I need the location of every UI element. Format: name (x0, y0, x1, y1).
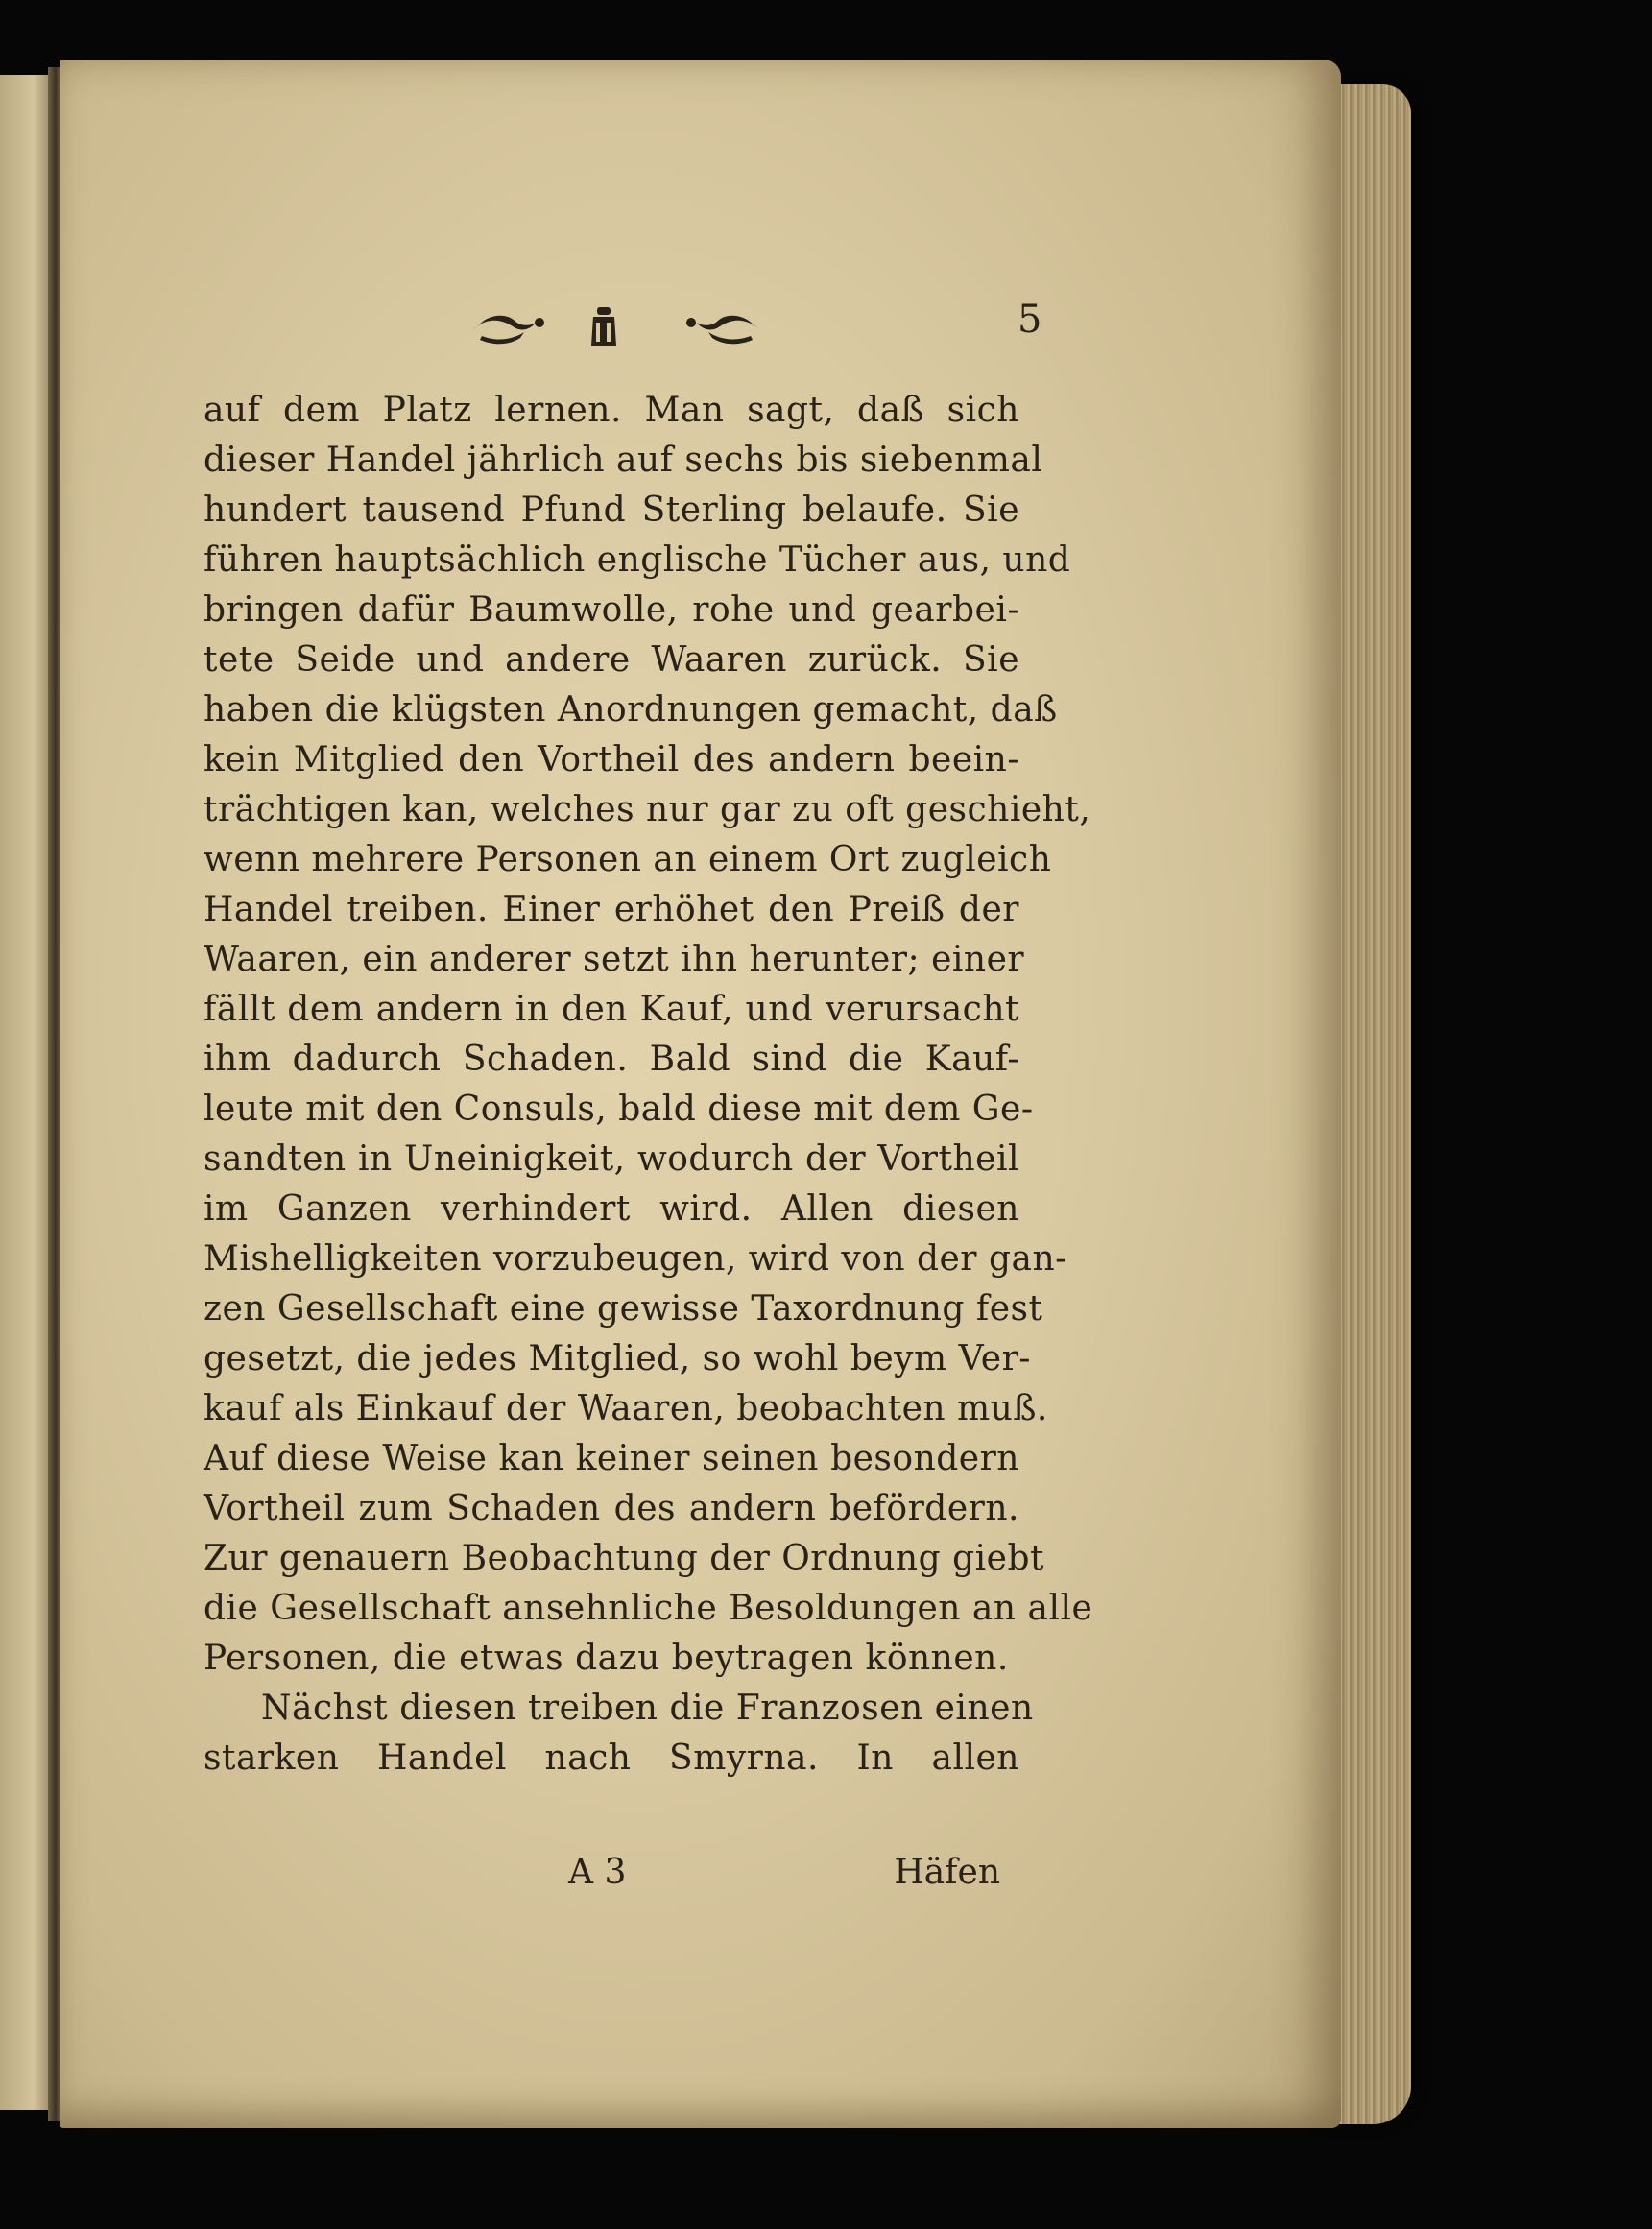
text-line: Waaren, ein anderer setzt ihn herunter; einer (204, 940, 1025, 979)
headpiece-ornament-icon (463, 298, 770, 355)
page-footer (204, 1853, 1019, 1910)
text-line: die Gesellschaft ansehnliche Besoldungen an alle (204, 1589, 1093, 1628)
text-line: Auf diese Weise kan keiner seinen besondern (204, 1439, 1019, 1478)
text-line: kein Mitglied den Vortheil des andern beein- (204, 740, 1019, 779)
text-line: starken Handel nach Smyrna. In allen (204, 1738, 1019, 1778)
book-page (60, 60, 1341, 2128)
page-number: 5 (1018, 298, 1042, 342)
text-line: ihm dadurch Schaden. Bald sind die Kauf- (204, 1040, 1019, 1079)
text-line: kauf als Einkauf der Waaren, beobachten muß. (204, 1389, 1048, 1428)
text-line: führen hauptsächlich englische Tücher aus, und (204, 540, 1071, 580)
text-line: Handel treiben. Einer erhöhet den Preiß der (204, 890, 1019, 929)
catchword: Häfen (894, 1853, 1000, 1892)
text-line: Personen, die etwas dazu beytragen können. (204, 1639, 1009, 1678)
text-line: trächtigen kan, welches nur gar zu oft geschieht, (204, 790, 1091, 829)
text-line: gesetzt, die jedes Mitglied, so wohl beym Ver- (204, 1339, 1031, 1378)
page-header (463, 298, 1042, 355)
text-line: Nächst diesen treiben die Franzosen einen (261, 1689, 1034, 1728)
signature-mark: A 3 (568, 1853, 627, 1892)
text-line: im Ganzen verhindert wird. Allen diesen (204, 1189, 1019, 1229)
text-line: haben die klügsten Anordnungen gemacht, daß (204, 690, 1058, 730)
text-line: sandten in Uneinigkeit, wodurch der Vortheil (204, 1139, 1019, 1179)
text-line: Mishelligkeiten vorzubeugen, wird von der gan- (204, 1239, 1067, 1279)
text-line: Zur genauern Beobachtung der Ordnung giebt (204, 1539, 1044, 1578)
text-line: hundert tausend Pfund Sterling belaufe. Sie (204, 491, 1019, 530)
text-line: tete Seide und andere Waaren zurück. Sie (204, 640, 1019, 680)
text-line: zen Gesellschaft eine gewisse Taxordnung fest (204, 1289, 1043, 1329)
text-line: dieser Handel jährlich auf sechs bis siebenmal (204, 441, 1043, 480)
body-text (204, 386, 1093, 1784)
text-line: auf dem Platz lernen. Man sagt, daß sich (204, 391, 1019, 430)
text-line: wenn mehrere Personen an einem Ort zugleich (204, 840, 1052, 879)
text-line: Vortheil zum Schaden des andern befördern. (204, 1489, 1019, 1528)
text-line: bringen dafür Baumwolle, rohe und gearbei- (204, 590, 1019, 630)
text-line: leute mit den Consuls, bald diese mit dem Ge- (204, 1090, 1034, 1129)
text-line: fällt dem andern in den Kauf, und verursacht (204, 990, 1019, 1029)
